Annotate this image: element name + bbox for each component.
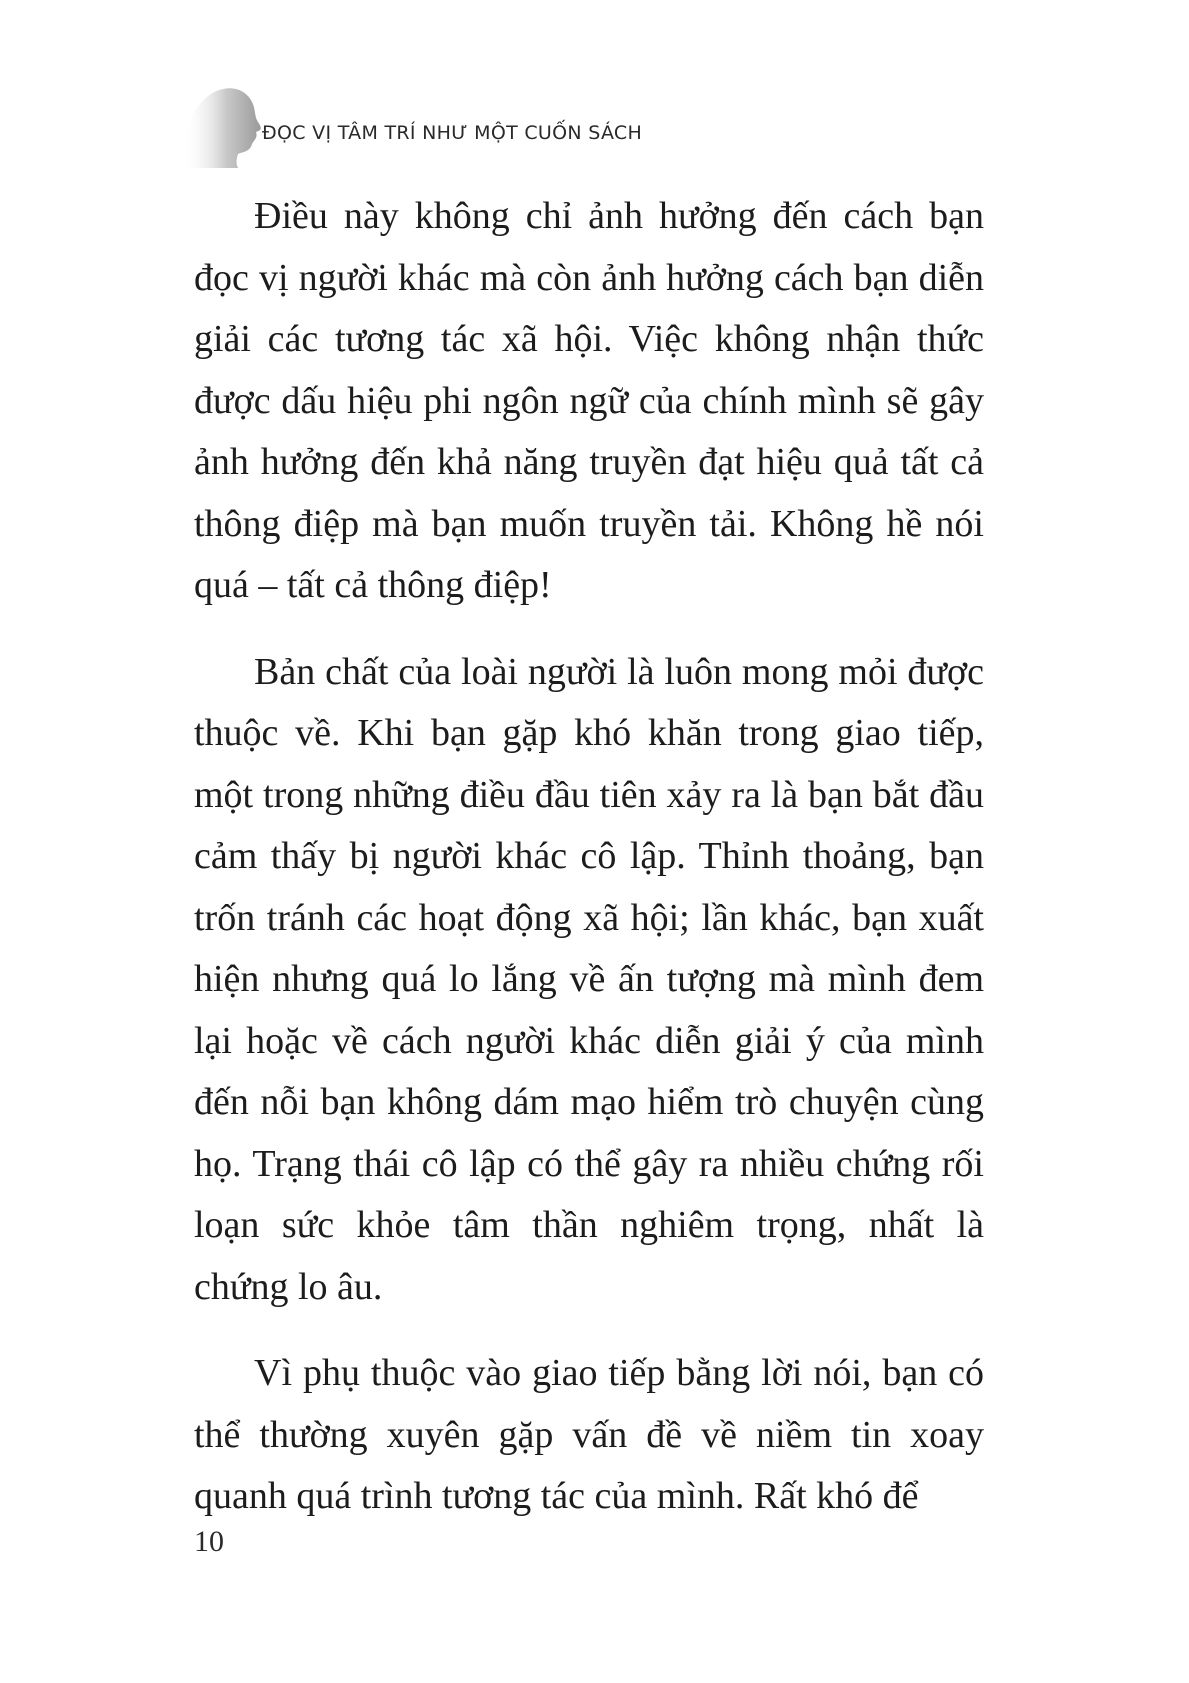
body-text	[194, 186, 984, 1528]
paragraph: Bản chất của loài người là luôn mong mỏi được thuộc về. Khi bạn gặp khó khăn trong giao tiếp, một trong những điều đầu tiên xảy ra là bạn bắt đầu cảm thấy bị người khác cô lập. Thỉnh thoảng, bạn trốn tránh các hoạt động xã hội; lần khác, bạn xuất hiện nhưng quá lo lắng về ấn tượng mà mình đem lại hoặc về cách người khác diễn giải ý của mình đến nỗi bạn không dám mạo hiểm trò chuyện cùng họ. Trạng thái cô lập có thể gây ra nhiều chứng rối loạn sức khỏe tâm thần nghiêm trọng, nhất là chứng lo âu.	[194, 650, 984, 1308]
paragraph: Điều này không chỉ ảnh hưởng đến cách bạn đọc vị người khác mà còn ảnh hưởng cách bạn diễn giải các tương tác xã hội. Việc không nhận thức được dấu hiệu phi ngôn ngữ của chính mình sẽ gây ảnh hưởng đến khả năng truyền đạt hiệu quả tất cả thông điệp mà bạn muốn truyền tải. Không hề nói quá – tất cả thông điệp!	[194, 195, 984, 606]
running-head: ĐỌC VỊ TÂM TRÍ NHƯ MỘT CUỐN SÁCH	[262, 122, 643, 144]
head-silhouette-icon	[178, 82, 268, 168]
paragraph: Vì phụ thuộc vào giao tiếp bằng lời nói, bạn có thể thường xuyên gặp vấn đề về niềm tin xoay quanh quá trình tương tác của mình. Rất khó để	[194, 1352, 984, 1517]
page-header	[178, 82, 878, 162]
page-number: 10	[194, 1525, 224, 1558]
